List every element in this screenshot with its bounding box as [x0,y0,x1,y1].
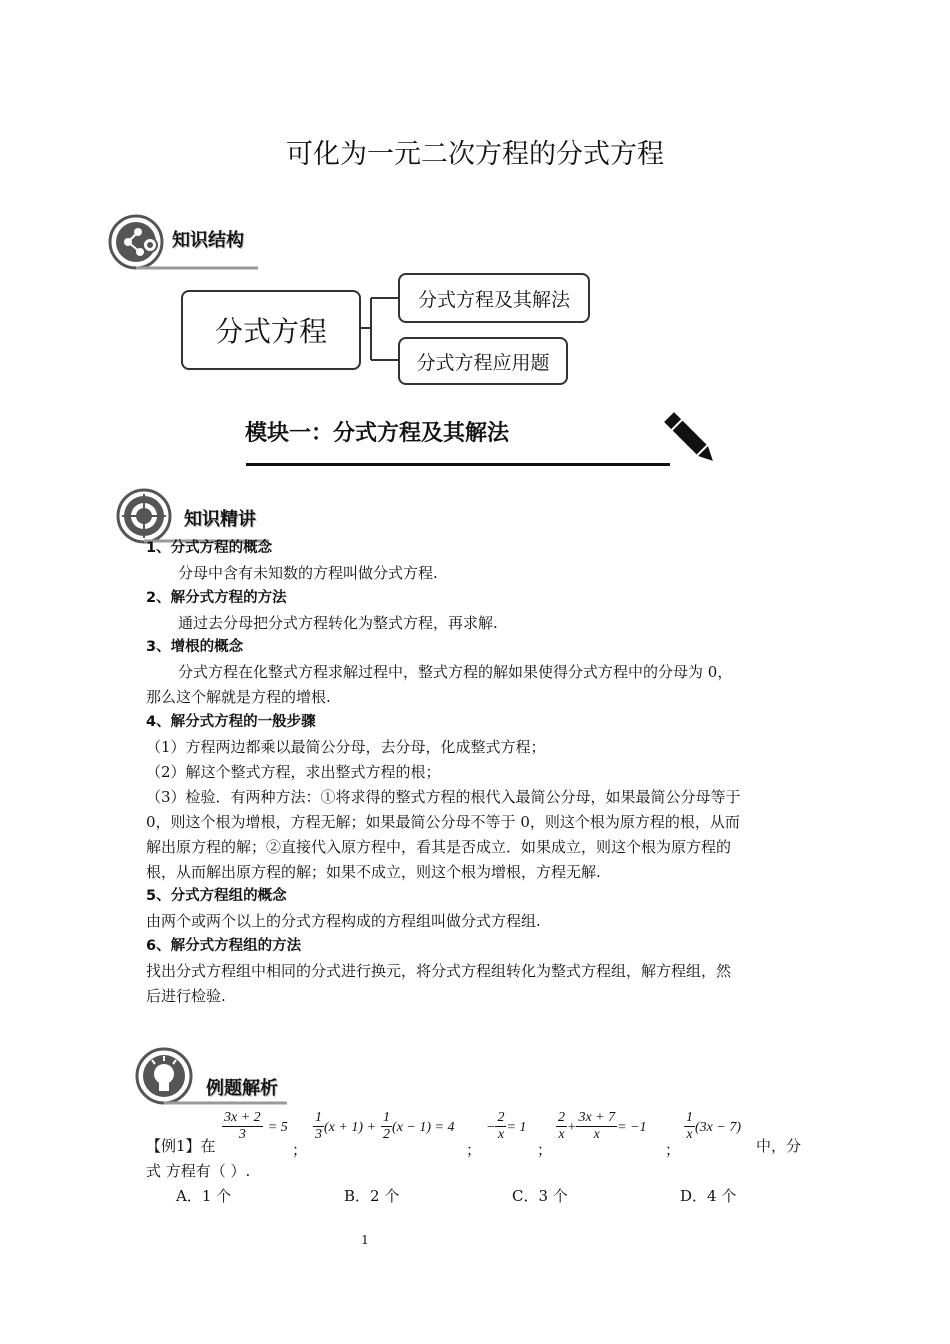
text-system-method-1: 找出分式方程组中相同的分式进行换元，将分式方程组转化为整式方程组，解方程组，然 [146,962,732,980]
option-c[interactable]: C．3 个 [512,1187,568,1205]
heading-system-concept: 5、分式方程组的概念 [146,888,287,904]
equation-4 [556,1110,647,1143]
equation-5 [684,1110,741,1143]
text-system-method-2: 后进行检验. [146,987,226,1005]
eq2-f2-denominator: 2 [383,1127,391,1142]
text-system-concept: 由两个或两个以上的分式方程构成的方程组叫做分式方程组. [146,912,541,930]
example-1-question: 式 方程有（ ）. [146,1162,251,1180]
mindmap-root: 分式方程 [181,290,361,370]
heading-method: 2、解分式方程的方法 [146,590,287,606]
page-number: 1 [361,1233,369,1247]
section-examples-label: 例题解析 [206,1078,278,1099]
text-concept: 分母中含有未知数的方程叫做分式方程. [178,564,438,582]
eq1-rhs: = 5 [267,1120,288,1135]
text-extraneous-root-1: 分式方程在化整式方程求解过程中，整式方程的解如果使得分式方程中的分母为 0， [178,663,733,681]
eq5-denominator: x [686,1127,693,1142]
equation-2 [313,1110,454,1143]
pencil-icon [660,406,722,472]
eq2-mid2: (x − 1) = 4 [392,1120,455,1135]
eq5-rhs: (3x − 7) [695,1120,741,1135]
page-title: 可化为一元二次方程的分式方程 [286,139,664,170]
section-explain-label: 知识精讲 [184,509,256,530]
heading-system-method: 6、解分式方程组的方法 [146,938,302,954]
option-d[interactable]: D．4 个 [680,1187,737,1205]
eq4-f1-numerator: 2 [558,1110,565,1125]
text-step-3a: （3）检验．有两种方法：①将求得的整式方程的根代入最简公分母，如果最简公分母等于 [146,788,741,806]
eq4-f2-denominator: x [593,1127,600,1142]
mindmap-child-solving: 分式方程及其解法 [398,273,590,323]
example-1-label: 【例1】在 [146,1137,216,1155]
separator-4: ； [665,1141,681,1159]
text-step-2: （2）解这个整式方程，求出整式方程的根； [146,763,441,781]
eq1-denominator: 3 [238,1127,246,1142]
eq5-numerator: 1 [686,1110,693,1125]
eq4-rhs: = −1 [617,1120,647,1135]
eq2-f1-numerator: 1 [315,1110,322,1125]
eq3-lead: − [486,1120,496,1135]
eq4-plus: + [567,1120,577,1135]
text-step-3d: 根，从而解出原方程的解；如果不成立，则这个根为增根，方程无解. [146,863,601,881]
eq3-denominator: x [497,1127,505,1142]
eq4-f1-denominator: x [558,1127,565,1142]
equation-3 [486,1110,526,1143]
eq2-mid1: (x + 1) + [324,1120,376,1135]
separator-2: ； [466,1141,482,1159]
eq1-numerator: 3x + 2 [224,1110,261,1125]
eq2-f2-numerator: 1 [383,1110,391,1125]
mindmap-child-applications: 分式方程应用题 [398,337,568,385]
module-title: 模块一：分式方程及其解法 [245,421,510,446]
text-step-1: （1）方程两边都乘以最简公分母，去分母，化成整式方程； [146,738,546,756]
text-step-3b: 0，则这个根为增根，方程无解；如果最简公分母不等于 0，则这个根为原方程的根，从而 [146,813,740,831]
eq3-numerator: 2 [497,1110,505,1125]
heading-concept: 1、分式方程的概念 [146,540,273,556]
text-step-3c: 解出原方程的解；②直接代入原方程中，看其是否成立．如果成立，则这个根为原方程的 [146,838,732,856]
section-structure-label: 知识结构 [172,230,244,251]
separator-3: ； [537,1141,553,1159]
equation-1 [222,1110,288,1143]
text-method: 通过去分母把分式方程转化为整式方程，再求解. [178,614,498,632]
option-a[interactable]: A．1 个 [176,1187,232,1205]
heading-extraneous-root: 3、增根的概念 [146,639,244,655]
module-underline [246,463,670,466]
eq4-f2-numerator: 3x + 7 [578,1110,616,1125]
heading-steps: 4、解分式方程的一般步骤 [146,714,316,730]
separator-1: ； [292,1141,308,1159]
eq2-f1-denominator: 3 [315,1127,322,1142]
option-b[interactable]: B．2 个 [344,1187,400,1205]
text-extraneous-root-2: 那么这个解就是方程的增根. [146,688,331,706]
eq3-rhs: = 1 [506,1120,527,1135]
example-1-tail: 中，分 [756,1137,802,1155]
